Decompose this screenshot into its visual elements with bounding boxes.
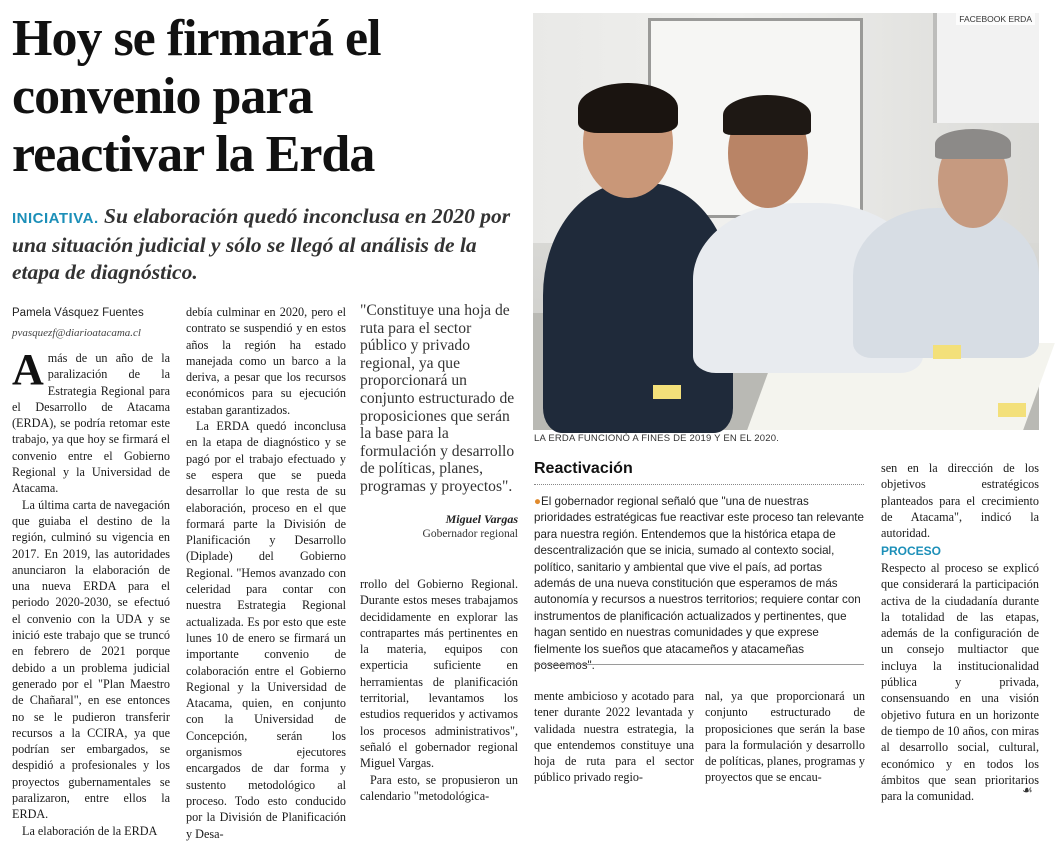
pull-quote-role: Gobernador regional [422,528,518,540]
photo-window [933,13,1039,123]
photo-sticky-note [998,403,1026,417]
col3-paragraph-2: Para esto, se propusieron un calendario "metodológica- [360,772,518,803]
deck-kicker: INICIATIVA. [12,210,99,227]
column-3 [360,576,518,804]
col-right-paragraph-1: sen en la dirección de los objetivos estratégicos planteados para el crecimiento de Atacama", indicó la autoridad. [881,461,1039,541]
box-bottom-rule [534,664,864,665]
bottom-col1-text: mente ambicioso y acotado para tener durante 2022 levantada y validada nuestra estrategia, la que entendemos constituye una hoja de ruta para el sector público privado regio- [534,689,694,785]
pull-quote-author: Miguel Vargas [445,512,518,526]
bottom-col2-text: nal, ya que proporcionará un conjunto estructurado de proposiciones que serán la base para la formulación y desarrollo de políticas, planes, programas y proyectos que se encau- [705,689,865,785]
photo-caption: LA ERDA FUNCIONÓ A FINES DE 2019 Y EN EL 2020. [534,433,780,444]
section-divider [534,484,864,485]
col1-p1-text: más de un año de la paralización de la Estrategia Regional para el Desarrollo de Atacama (ERDA), se podría retomar este trabajo, ya que hoy se firmará el convenio entre el Gobierno Regional y la Universidad de Atacama. [12,351,170,496]
column-right-lower [881,560,1039,804]
column-right [881,460,1039,541]
col1-paragraph-3: La elaboración de la ERDA [22,823,158,838]
reactivacion-text: El gobernador regional señaló que "una de nuestras prioridades estratégicas fue reactivar este proceso tan relevante para nuestra región. Entendemos que la histórica etapa de descentralización que se inicia, sumado al contexto social, político, sanitario y ambiental que vive el país, ad portas además de una nueva constitución que esperamos de más autonomía y recursos a nuestros territorios; requiere contar con instrumentos de planificación actualizados y pertinentes, que hagan sentido en nuestras comunidades y que exprese fielmente los sueños que atacameños y atacameñas poseemos". [534,495,864,673]
bottom-column-1 [534,688,694,786]
photo-sticky-note [933,345,961,359]
column-1 [12,345,170,839]
column-2 [186,304,346,842]
section-title-reactivacion: Reactivación [534,460,633,477]
article-headline: Hoy se firmará el convenio para reactivar la Erda [12,10,381,183]
col1-paragraph-1 [12,345,170,497]
col3-paragraph-1: rrollo del Gobierno Regional. Durante estos meses trabajamos decididamente en explorar las contrapartes más pertinentes en la materia, equipos con experticia suficiente en herramientas de planificación territorial, levantamos los estudios requeridos y activamos los procesos administrativos", señaló el gobernador regional Miguel Vargas. [360,577,518,771]
subhead-proceso: PROCESO [881,544,942,558]
deck-text: Su elaboración quedó inconclusa en 2020 por una situación judicial y sólo se llegó al análisis de la etapa de diagnóstico. [12,204,511,284]
bullet-icon: ● [534,495,542,508]
photo-person-right-body [853,208,1039,358]
drop-cap: A [12,345,44,394]
col-right-paragraph-2: Respecto al proceso se explicó que considerará la participación activa de la ciudadanía durante la totalidad de las etapas, además de la configuración de un consejo multiactor que incluya la institucionalidad pública y privada, consensuando en una visión objetivo futura en un horizonte de tiempo de 10 años, con miras al desarrollo social, cultural, económico y en todos los ámbitos que sean prioritarios para la comunidad. [881,561,1039,804]
photo-credit: FACEBOOK ERDA [956,13,1035,25]
end-mark-icon: ☙ [1022,783,1033,797]
pull-quote: "Constituye una hoja de ruta para el sector público y privado regional, ya que proporcionará un conjunto estructurado de proposiciones que serán la base para la formulación y desarrollo de políticas, planes, programas y proyectos". [360,302,515,495]
col2-paragraph-2: La ERDA quedó inconclusa en la etapa de diagnóstico y se pagó por el trabajo efectuado y se espera que se pueda desarrollar lo que resta de su elaboración, proceso en el que formará parte la División de Planificación y Desarrollo (Diplade) del Gobierno Regional. "Hemos avanzado con celeridad para contar con nuestra Estrategia Regional actualizada. Es por esto que este lunes 10 de enero se firmará un importante convenio de colaboración entre el Gobierno Regional y la Universidad de Atacama, quien, en conjunto con la Universidad de Concepción, serán los organismos ejecutores encargados de dar forma y sustento metodológico al proceso. Todo esto conducido por la División de Planificación y Desa- [186,419,346,841]
reactivacion-box [534,494,864,674]
author-email[interactable]: pvasquezf@diarioatacama.cl [12,327,141,339]
photo-person-left-hair [578,83,678,133]
photo-person-right-hair [935,129,1011,159]
author-name: Pamela Vásquez Fuentes [12,307,144,319]
photo-sticky-note [653,385,681,399]
bottom-column-2 [705,688,865,786]
col1-paragraph-2: La última carta de navegación que guiaba el destino de la región, culminó su vigencia en 2017. En 2019, las autoridades anunciaron la elaboración de una nueva ERDA para el periodo 2020-2030, se efectuó el convenio con la UDA y se inició este trabajo que se truncó en febrero de 2021 porque debido a un problema judicial generado por el "Plan Maestro de Chañaral", en ese entonces no se le pudieron transferir recursos a la CCIRA, ya que podrían ser embargados, se despidió a profesionales y los proyectos gubernamentales se paralizaron, entre ellos la ERDA. [12,497,170,822]
article-photo [533,13,1039,430]
col2-paragraph-1: debía culminar en 2020, pero el contrato se suspendió y en estos años la región ha estado manejada como un barco a la deriva, a pesar que los recursos económicos para su ejecución estaban garantizados. [186,305,346,417]
article-deck [12,203,517,286]
byline [12,303,172,339]
photo-person-center-hair [723,95,811,135]
